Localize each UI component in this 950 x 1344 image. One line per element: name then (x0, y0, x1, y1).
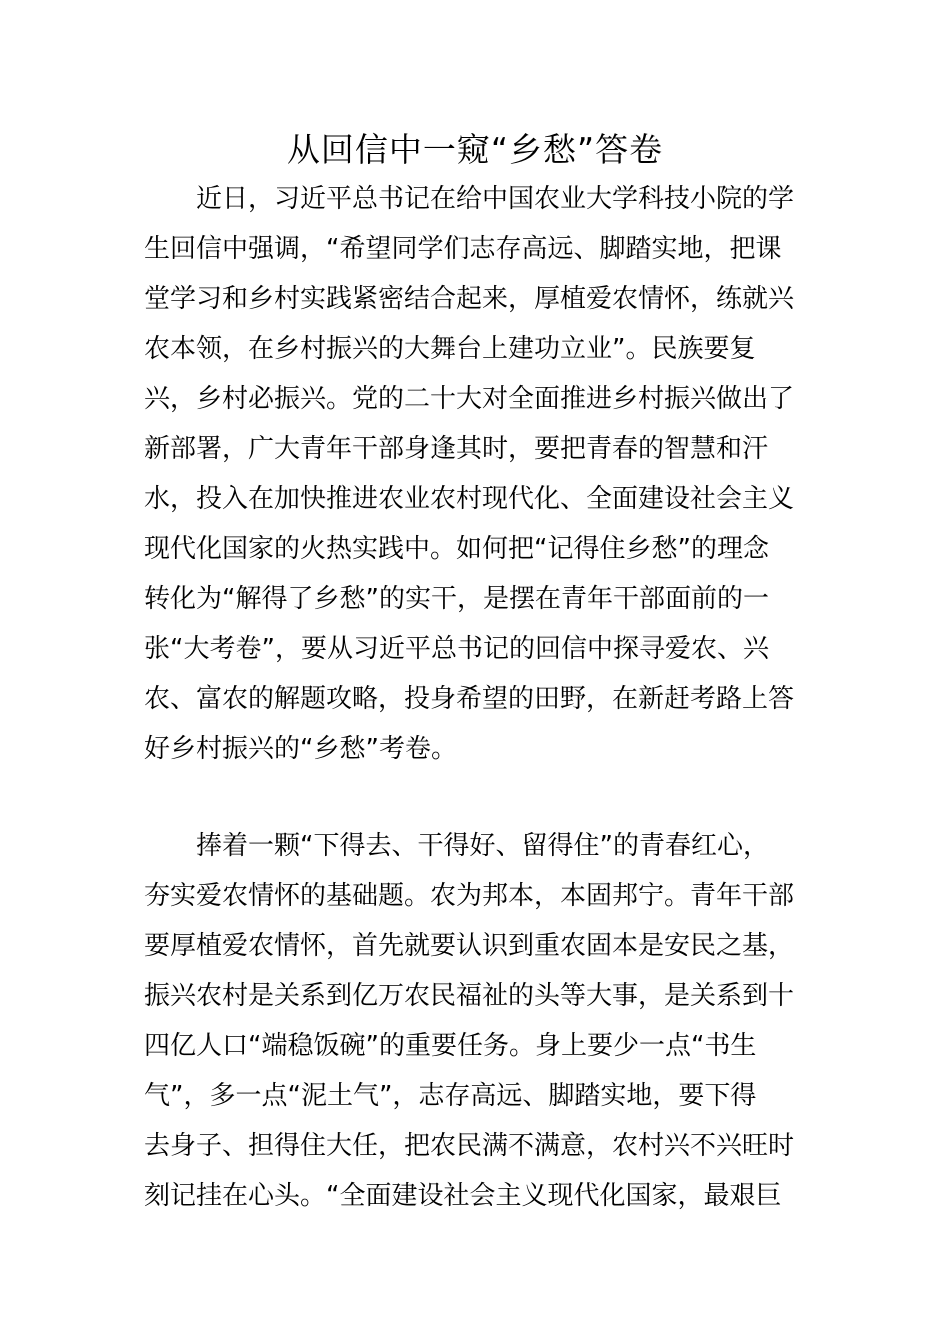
paragraph-2 (144, 821, 806, 1221)
paragraph-line: 水，投入在加快推进农业农村现代化、全面建设社会主义 (144, 484, 795, 514)
paragraph-1 (144, 174, 806, 774)
paragraph-line: 要厚植爱农情怀，首先就要认识到重农固本是安民之基， (144, 931, 795, 961)
paragraph-line: 夯实爱农情怀的基础题。农为邦本，本固邦宁。青年干部 (144, 881, 795, 911)
paragraph-line: 近日，习近平总书记在给中国农业大学科技小院的学 (196, 184, 795, 214)
paragraph-line: 生回信中强调，“希望同学们志存高远、脚踏实地，把课 (144, 234, 782, 264)
paragraph-line: 捧着一颗“下得去、干得好、留得住”的青春红心， (196, 831, 769, 861)
paragraph-line: 转化为“解得了乡愁”的实干，是摆在青年干部面前的一 (144, 584, 769, 614)
paragraph-line: 气”，多一点“泥土气”，志存高远、脚踏实地，要下得 (144, 1081, 757, 1111)
paragraph-line: 农、富农的解题攻略，投身希望的田野，在新赶考路上答 (144, 684, 795, 714)
document-title: 从回信中一窥“乡愁”答卷 (286, 130, 664, 169)
paragraph-line: 刻记挂在心头。“全面建设社会主义现代化国家，最艰巨 (144, 1181, 782, 1211)
paragraph-line: 现代化国家的火热实践中。如何把“记得住乡愁”的理念 (144, 534, 769, 564)
paragraph-line: 农本领，在乡村振兴的大舞台上建功立业”。民族要复 (144, 334, 756, 364)
paragraph-line: 好乡村振兴的“乡愁”考卷。 (144, 734, 457, 764)
paragraph-line: 四亿人口“端稳饭碗”的重要任务。身上要少一点“书生 (144, 1031, 757, 1061)
paragraph-line: 堂学习和乡村实践紧密结合起来，厚植爱农情怀，练就兴 (144, 284, 795, 314)
paragraph-line: 新部署，广大青年干部身逢其时，要把青春的智慧和汗 (144, 434, 769, 464)
paragraph-line: 张“大考卷”，要从习近平总书记的回信中探寻爱农、兴 (144, 634, 769, 664)
paragraph-line: 去身子、担得住大任，把农民满不满意，农村兴不兴旺时 (144, 1131, 795, 1161)
paragraph-line: 振兴农村是关系到亿万农民福祉的头等大事，是关系到十 (144, 981, 795, 1011)
paragraph-line: 兴，乡村必振兴。党的二十大对全面推进乡村振兴做出了 (144, 384, 795, 414)
